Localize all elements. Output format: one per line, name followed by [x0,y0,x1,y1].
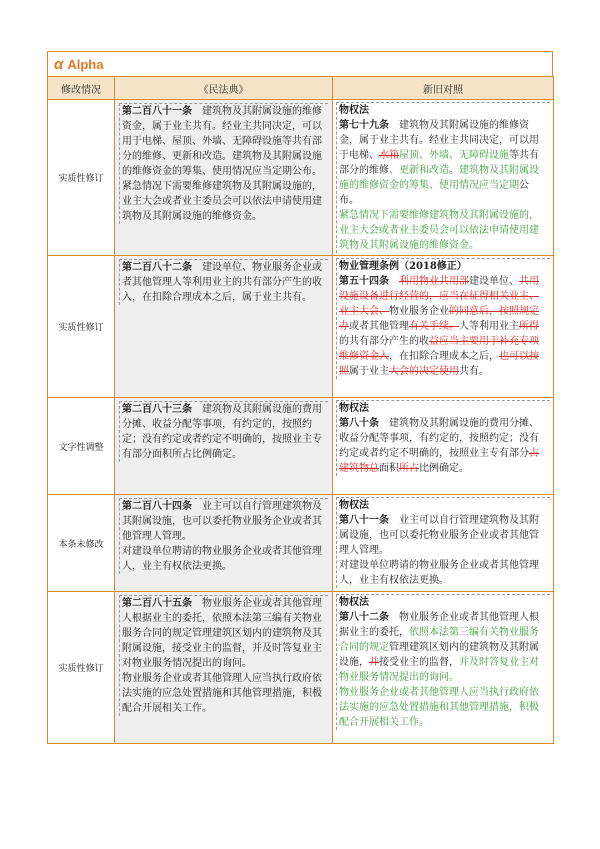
text-span: ，在扣除合理成本之后， [389,351,499,362]
compare-cell [333,592,554,744]
civil-code-cell [115,592,333,744]
text-span: 业主可以自行管理建筑物及其附属设施，也可以委托物业服务企业或者其他管理人管理。 [339,515,539,556]
brand-name: Alpha [67,56,104,72]
article-text-2: 物业服务企业或者其他管理人应当执行政府依法实施的应急处置措施和其他管理措施，积极配合开展相关工作。 [122,673,322,714]
table-row [48,398,554,495]
deleted-text: 所得 [519,321,539,332]
text-span: 对建设单位聘请的物业服务企业或者其他管理人，业主有权依法更换。 [339,560,539,586]
compare-cell [333,495,554,592]
deleted-text: 所占 [399,463,419,474]
text-span: 建筑物及其附属设施的费用分摊、收益分配等事项，有约定的，按照约定；没有约定或者约定不明确的，按照业主专有部分 [339,418,539,459]
compare-cell [333,398,554,495]
header-status: 修改情况 [48,77,115,100]
brand-header [47,51,553,76]
article-text: 建筑物及其附属设施的维修资金，属于业主共有。经业主共同决定，可以用于电梯、屋顶、外墙、无障碍设施等共有部分的维修、更新和改造。建筑物及其附属设施的维修资金的筹集、使用情况应当定期公布。 [122,106,322,177]
deleted-text: 水箱 [379,150,399,161]
article-text: 建筑物及其附属设施的费用分摊、收益分配等事项，有约定的，按照约定；没有约定或者约定不明确的，按照业主专有部分面积所占比例确定。 [122,404,322,460]
text-span: 属于业主 [349,366,389,377]
civil-code-cell [115,398,333,495]
alpha-logo-icon: α [54,55,64,73]
deleted-text: 大会的决定使用 [389,366,459,377]
deleted-text: 共用设施设备进行经营的，应当在征得相关业主、业主大会、 [339,276,539,317]
text-span: 建筑物及其附属设施的维修资金，属于业主共有。经业主共同决定，可以用于电梯、 [339,120,539,161]
comparison-table [47,76,554,744]
header-civil-code: 《民法典》 [115,77,333,100]
text-span: 或者其他管理 [349,321,409,332]
compare-source: 物权法 [339,105,369,116]
article-text: 物业服务企业或者其他管理人根据业主的委托，依照本法第三编有关物业服务合同的规定管理建筑区划内的建筑物及其附属设施，接受业主的监督，并及时答复业主对物业服务情况提出的询问。 [122,598,322,669]
row-status: 文字性调整 [48,398,115,495]
article-title: 第二百八十三条 [122,404,192,415]
added-text: 并及时答复业主对物业服务情况提出的询问。 [339,657,539,683]
text-span: 面积 [379,463,399,474]
compare-article-title: 第八十二条 [339,612,389,623]
deleted-text: 利用物业共用部 [399,276,469,287]
civil-code-cell [115,100,333,256]
added-text: 物业服务企业或者其他管理人应当执行政府依法实施的应急处置措施和其他管理措施，积极配合开展相关工作。 [339,687,539,728]
added-text: 定期 [499,180,519,191]
document-page [47,51,553,744]
compare-source: 物权法 [339,500,369,511]
text-span: 物业服务企业 [389,306,449,317]
added-text: 无障碍设施 [459,150,509,161]
article-text-2: 对建设单位聘请的物业服务企业或者其他管理人，业主有权依法更换。 [122,546,322,572]
compare-cell [333,100,554,256]
compare-article-title: 第五十四条 [339,276,389,287]
added-text: 、更新和改造 [389,165,449,176]
table-row [48,100,554,256]
compare-source: 物业管理条例（2018修正） [339,261,467,272]
added-text: 依照本法第三编有关物业服务合同的规定 [339,627,539,653]
article-title: 第二百八十四条 [122,501,192,512]
deleted-text: 并 [369,657,379,668]
table-row [48,592,554,744]
article-title: 第二百八十五条 [122,598,192,609]
deleted-text: 的同意后，按照规定办 [339,306,539,332]
compare-source: 物权法 [339,597,369,608]
row-status: 本条未修改 [48,495,115,592]
deleted-text: 益应当主要用于补充专项维修资金入 [339,336,539,362]
table-header-row [48,77,554,100]
header-compare: 新旧对照 [333,77,554,100]
row-status: 实质性修订 [48,256,115,398]
deleted-text: 占建筑物总 [339,448,539,474]
table-row [48,256,554,398]
deleted-text: 也可以按照 [339,351,539,377]
compare-cell [333,256,554,398]
article-title: 第二百八十二条 [122,262,192,273]
text-span: 管理建筑区划内的建筑物及其附属设施， [339,642,539,668]
text-span: 建设单位、 [469,276,519,287]
added-text: 屋顶、外墙、 [399,150,459,161]
civil-code-cell [115,256,333,398]
text-span: 物业服务企业或者其他管理人根据业主的委托， [339,612,539,638]
added-text: 建筑物及其附属设施的维修资金的筹集、使用情况应当 [339,165,539,191]
article-text: 业主可以自行管理建筑物及其附属设施，也可以委托物业服务企业或者其他管理人管理。 [122,501,322,542]
text-span: 比例确定。 [419,463,469,474]
deleted-text: 有关手续。 [409,321,459,332]
article-text: 建设单位、物业服务企业或者其他管理人等利用业主的共有部分产生的收入，在扣除合理成本之后，属于业主共有。 [122,262,322,303]
compare-source: 物权法 [339,403,369,414]
compare-article-title: 第八十一条 [339,515,389,526]
civil-code-cell [115,495,333,592]
compare-article-title: 第八十条 [339,418,379,429]
text-span: 。 [449,165,459,176]
added-text: 紧急情况下需要维修建筑物及其附属设施的，业主大会或者业主委员会可以依法申请使用建筑物及其附属设施的维修资金。 [339,210,539,251]
text-span: 的共有部分产生的收 [339,336,429,347]
text-span: 共有。 [459,366,489,377]
text-span: 人等利用业主 [459,321,519,332]
article-title: 第二百八十一条 [122,106,192,117]
text-span: 等共有部分的维修 [339,150,539,176]
text-span: 公布。 [339,180,529,206]
table-row [48,495,554,592]
text-span: 接受业主的监督， [379,657,459,668]
row-status: 实质性修订 [48,100,115,256]
row-status: 实质性修订 [48,592,115,744]
compare-article-title: 第七十九条 [339,120,389,131]
article-text-2: 紧急情况下需要维修建筑物及其附属设施的，业主大会或者业主委员会可以依法申请使用建筑物及其附属设施的维修资金。 [122,181,322,222]
